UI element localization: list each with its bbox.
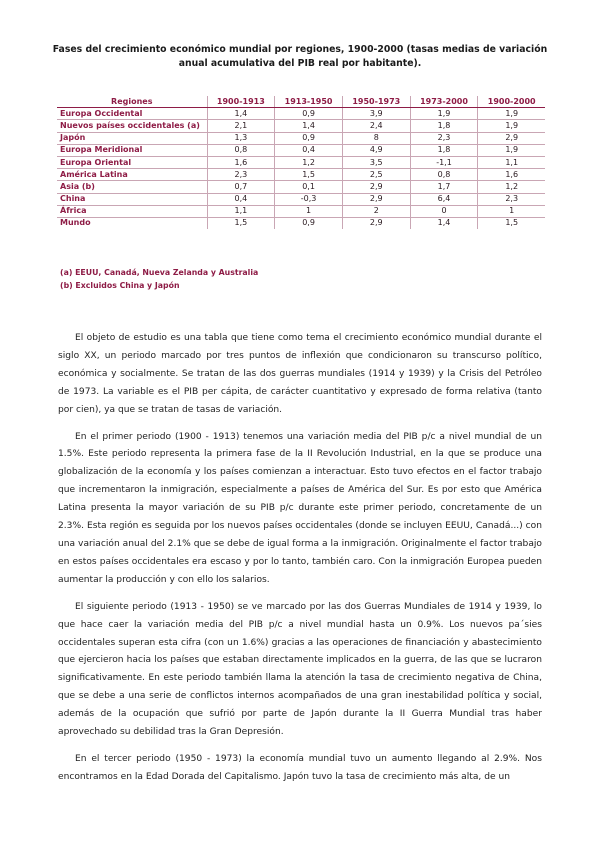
value-cell: 0,9: [275, 217, 343, 229]
value-cell: 2,5: [342, 169, 410, 181]
value-cell: 2,1: [207, 120, 275, 132]
value-cell: 2: [342, 205, 410, 217]
paragraph: El objeto de estudio es una tabla que tiene como tema el crecimiento económico mundial durante el siglo XX, un periodo marcado por tres puntos de inflexión que condicionaron su transcurso político, económica y socialmente. Se tratan de las dos guerras mundiales (1914 y 1939) y la Crisis del Petróleo de 1973. La variable es el PIB per cápita, de carácter cuantitativo y expresado de forma relativa (tanto por cien), ya que se tratan de tasas de variación.: [58, 333, 542, 415]
paragraph: En el tercer periodo (1950 - 1973) la economía mundial tuvo un aumento llegando al 2.9%. Nos encontramos en la Edad Dorada del Capitalismo. Japón tuvo la tasa de crecimiento más alta, de un: [58, 753, 542, 782]
table-row: [57, 156, 545, 168]
column-header: 1900-2000: [478, 96, 545, 108]
region-cell: China: [57, 193, 207, 205]
column-header: 1900-1913: [207, 96, 275, 108]
value-cell: 6,4: [410, 193, 478, 205]
value-cell: 0,7: [207, 181, 275, 193]
value-cell: 0,4: [275, 144, 343, 156]
value-cell: 1,9: [478, 144, 545, 156]
region-cell: Nuevos países occidentales (a): [57, 120, 207, 132]
paragraph: En el primer periodo (1900 - 1913) tenemos una variación media del PIB p/c a nivel mundial de un 1.5%. Este periodo representa la primera fase de la II Revolución Industrial, en la que se produce una globalización de la economía y los países comienzan a interactuar. Esto tuvo efectos en el factor trabajo que incrementaron la inmigración, especialmente a países de América del Sur. Es por esto que América Latina presenta la mayor variación de su PIB p/c durante este primer periodo, concretamente de un 2.3%. Esta región es seguida por los nuevos países occidentales (donde se incluyen EEUU, Canadá...) con una variación anual del 2.1% que se debe de igual forma a la inmigración. Originalmente el factor trabajo en estos países occidentales era escaso y por lo tanto, también caro. Con la inmigración Europea pueden aumentar la producción y con ello los salarios.: [58, 431, 542, 585]
value-cell: 1,9: [410, 108, 478, 120]
value-cell: 1: [478, 205, 545, 217]
table-row: [57, 193, 545, 205]
region-cell: Europa Meridional: [57, 144, 207, 156]
value-cell: 1,5: [478, 217, 545, 229]
table-row: [57, 144, 545, 156]
value-cell: 0,4: [207, 193, 275, 205]
region-cell: Japón: [57, 132, 207, 144]
paragraph: El siguiente periodo (1913 - 1950) se ve marcado por las dos Guerras Mundiales de 1914 y 1939, lo que hace caer la variación media del PIB p/c a nivel mundial hasta un 0.9%. Los nuevos pa´sies occidentales superan esta cifra (con un 1.6%) gracias a las operaciones de financiación y abastecimiento que ejercieron hacia los países que estaban directamente implicados en la guerra, de las que se lucraron significativamente. En este periodo también llama la atención la tasa de crecimiento negativa de China, que se debe a una serie de conflictos internos acompañados de una gran inestabilidad política y social, además de la ocupación que sufrió por parte de Japón durante la II Guerra Mundial tras haber aprovechado su debilidad tras la Gran Depresión.: [58, 601, 542, 738]
column-header: 1950-1973: [342, 96, 410, 108]
value-cell: 2,9: [342, 193, 410, 205]
table-row: [57, 181, 545, 193]
value-cell: 1,8: [410, 144, 478, 156]
table-row: [57, 120, 545, 132]
value-cell: 1,1: [478, 156, 545, 168]
table-row: [57, 169, 545, 181]
table-row: [57, 217, 545, 229]
region-cell: Europa Occidental: [57, 108, 207, 120]
note: (b) Excluidos China y Japón: [60, 281, 180, 290]
value-cell: 0,1: [275, 181, 343, 193]
value-cell: 2,3: [410, 132, 478, 144]
value-cell: 0,8: [207, 144, 275, 156]
value-cell: 4,9: [342, 144, 410, 156]
value-cell: 3,5: [342, 156, 410, 168]
value-cell: 1,5: [207, 217, 275, 229]
value-cell: 2,9: [342, 181, 410, 193]
body-text: [58, 330, 542, 796]
value-cell: 1,1: [207, 205, 275, 217]
table-title: Fases del crecimiento económico mundial por regiones, 1900-2000 (tasas medias de variación anual acumulativa del PIB real por habitante).: [52, 44, 548, 69]
value-cell: 1,9: [478, 108, 545, 120]
value-cell: 2,3: [478, 193, 545, 205]
value-cell: 1,4: [207, 108, 275, 120]
table-notes: [60, 266, 258, 292]
value-cell: 2,9: [478, 132, 545, 144]
value-cell: 1,2: [275, 156, 343, 168]
column-header: 1913-1950: [275, 96, 343, 108]
value-cell: 1,9: [478, 120, 545, 132]
table-row: [57, 205, 545, 217]
value-cell: 1,6: [207, 156, 275, 168]
value-cell: 3,9: [342, 108, 410, 120]
value-cell: 0: [410, 205, 478, 217]
value-cell: 1,5: [275, 169, 343, 181]
region-cell: África: [57, 205, 207, 217]
value-cell: 1,2: [478, 181, 545, 193]
value-cell: -0,3: [275, 193, 343, 205]
value-cell: 1,3: [207, 132, 275, 144]
column-header: Regiones: [57, 96, 207, 108]
table-row: [57, 108, 545, 120]
value-cell: 2,4: [342, 120, 410, 132]
table-header-row: [57, 96, 545, 108]
value-cell: 8: [342, 132, 410, 144]
value-cell: 1,6: [478, 169, 545, 181]
value-cell: 1,4: [275, 120, 343, 132]
growth-table: [57, 96, 545, 229]
value-cell: 0,8: [410, 169, 478, 181]
value-cell: 1,4: [410, 217, 478, 229]
value-cell: 0,9: [275, 108, 343, 120]
value-cell: 0,9: [275, 132, 343, 144]
region-cell: América Latina: [57, 169, 207, 181]
region-cell: Asia (b): [57, 181, 207, 193]
column-header: 1973-2000: [410, 96, 478, 108]
value-cell: 1,8: [410, 120, 478, 132]
note: (a) EEUU, Canadá, Nueva Zelanda y Australia: [60, 268, 259, 277]
table-row: [57, 132, 545, 144]
value-cell: -1,1: [410, 156, 478, 168]
region-cell: Mundo: [57, 217, 207, 229]
value-cell: 1,7: [410, 181, 478, 193]
value-cell: 1: [275, 205, 343, 217]
region-cell: Europa Oriental: [57, 156, 207, 168]
value-cell: 2,3: [207, 169, 275, 181]
value-cell: 2,9: [342, 217, 410, 229]
